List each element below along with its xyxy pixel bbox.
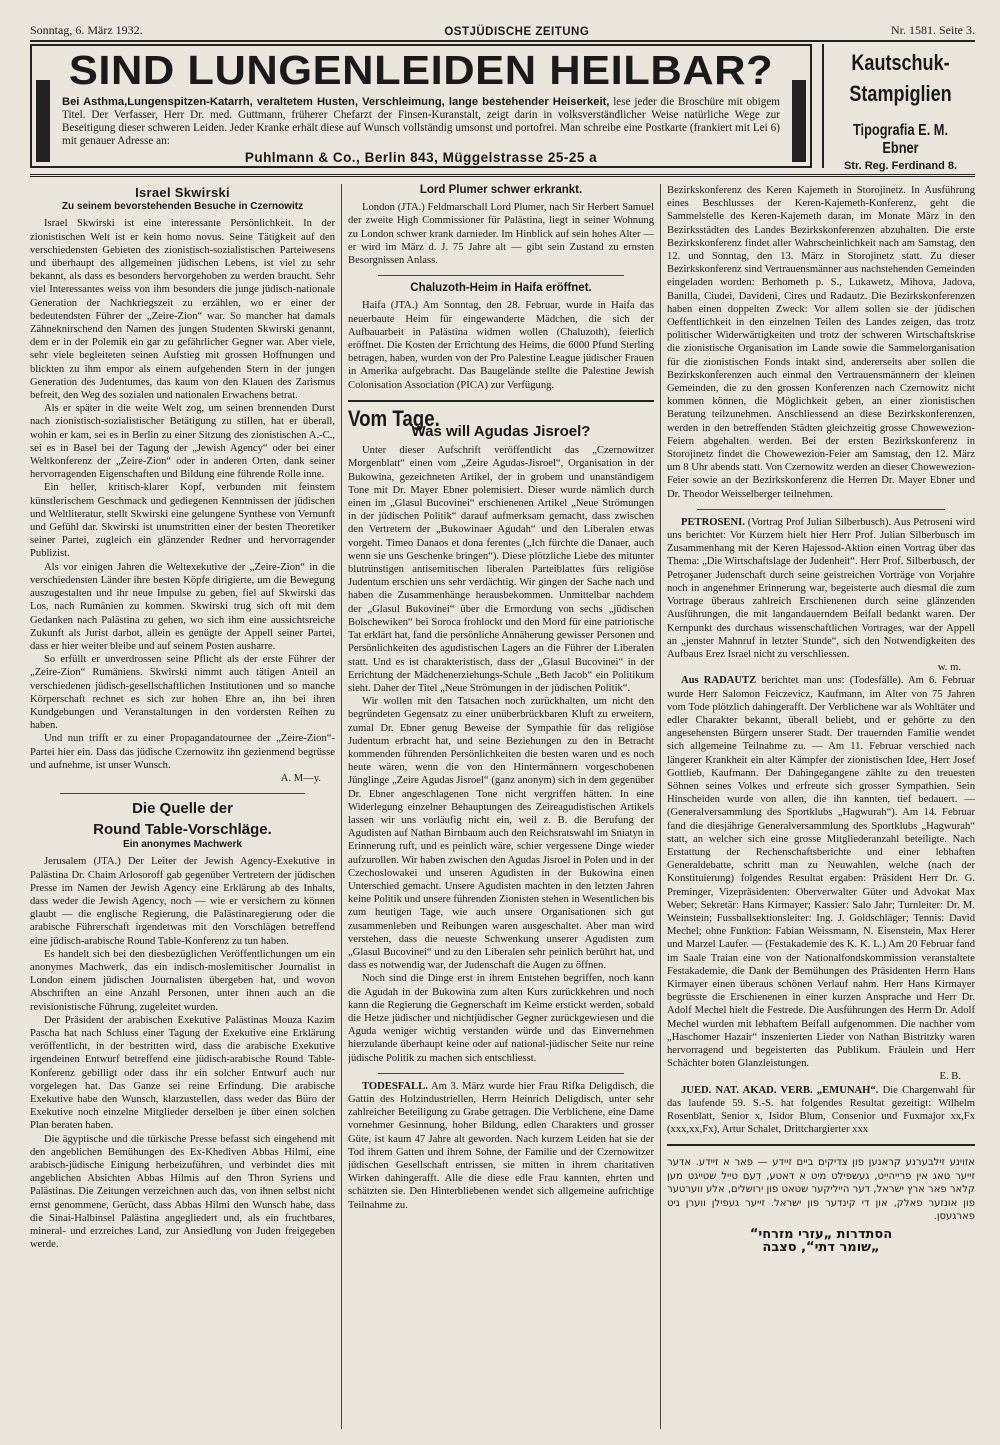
paragraph: Die ägyptische und die türkische Presse befasst sich eingehend mit den angeblichen Bemühungen des Ex-Khediven Abbas Hilmi, eine arabisch-jüdische Einigung herbeizuführen, und verbindet dies mit angeblichen Absichten Abbas Hilmis auf den Thron Syriens und Palästinas. Die Zeitungen verzeichnen auch das, von ihnen selbst nicht ernst genommene, Gerücht, dass Abbas Hilmi den Wunsch habe, dass die Sinai-Halbinsel Palästina angegliedert und, als ein fruchtbares, mineral- und erzreiches Land, zur Ansiedlung von Juden freigegeben werde. bbox=[30, 1133, 335, 1251]
column-divider bbox=[341, 184, 342, 1429]
paragraph-text: Die Chargenwahl für das laufende 59. S.-S. hat folgendes Resultat gezeitigt: Wilhelm Rosenblatt, Senior x, Isidor Blum, Consenior und Fuxmajor xx,Fx (xxx,xx,Fx), Artur Schalet, Drittchargierter xxx bbox=[667, 1084, 975, 1136]
paragraph: So erfüllt er unverdrossen seine Pflicht als der erste Führer der „Zeire-Zion“ Rumäniens. Skwirski nimmt auch tätigen Anteil an verschiedenen jüdisch-gesellschaftlichen Institutionen und so manche Körperschaft rechnet es sich zur hohen Ehre an, ihn bei ihren Kundgebungen und Veranstaltungen in den vordersten Reihen zu haben. bbox=[30, 654, 335, 732]
paragraph bbox=[667, 674, 975, 1070]
paragraph bbox=[667, 1084, 975, 1137]
stamp-advertisement bbox=[822, 44, 977, 172]
ad2-line1: Kautschuk- bbox=[851, 50, 950, 75]
signature: w. m. bbox=[937, 662, 961, 674]
section-title: Vom Tage. bbox=[348, 405, 440, 431]
article-subtitle: Ein anonymes Machwerk bbox=[123, 839, 242, 851]
paragraph: Der Präsident der arabischen Exekutive Palästinas Mouza Kazim Pascha hat nach Schluss einer Tagung der Exekutive eine Erklärung veröffentlicht, in der bestritten wird, dass die arabische Exekutive irgendeinen Entwurf betreffend eine jüdisch-arabische Round Table-Konferenz gebilligt oder dass ihr ein solcher Entwurf auch nur vorgelegen hat. Das Ganze sei reine Erfindung. Die arabische Exekutive habe den Wunsch, klarzustellen, dass weder das Büro der Exekutive noch einzelne Mitglieder derselben je über einen solchen Plan beraten haben. bbox=[30, 1014, 335, 1132]
paragraph-text: berichtet man uns: (Todesfälle). Am 6. Februar wurde Herr Salomon Feiczevicz, Kaufmann, im Alter von 75 Jahren vom Tode plötzlich dahingerafft. Der Verblichene war als Wohltäter und edler Charakter bekannt, überall beliebt, und er gehörte zu den angesehensten Bürgern unserer Stadt. Der trauernden Familie wendet sich allgemeine Teilnahme zu. — Am 11. Februar verschied nach längerer Krankheit ein alter Kämpfer der zionistischen Idee, Herr Josef Gottlieb, Kaufmann. Der Dahingegangene zählte zu den treuesten Söhnen seines Volkes und erfreute sich grosser Sympathien. Sein Hinscheiden wurde von allen, die ihn kannten, tief bedauert. — (Generalversammlung des Sportklubs „Hagwurah“). Am 14. Februar fand die diesjährige Generalversammlung des Sportklubs „Hagwurah“ statt, an welcher sich eine grosse Mitgliederanzahl beteiligte. Nach Erstattung der Rechenschaftsberichte und einer lebhaften Generaldebatte, schritt man zu Neuwahlen, welche (nach der Konstituierung) folgendes Resultat ergaben: Präsident Herr Dr. G. Preminger, Vizepräsidenten: Oberverwalter Güter und Advokat Max Weber; Sekretär: Hans Kirmayer; Kassier: Salo Jahr; Turnleiter: Dr. M. Weinstein; Fussballsektionsleiter: Ing. J. Goldschläger; Tennis: David Mechel; ohne Funktion: Fabian Weissmann, N. Eisenstein, Max Herer und Marzel Laufer. — (Festakademie des K. K. L.) Am 20 Februar fand im Saale Traian eine von der Nationalfondskommission veranstaltete Festakademie, die Dank der Bemühungen des Präsidenten Herrn Hans Kirmayer einen überaus schönen Verlauf nahm. Herr Hans Kirmayer begrüsste die Erschienenen in einer kurzen Ansprache und Herr Dr. Adolf Mechel hielt die Festrede. Die Ausführungen des Herrn Dr. Adolf Mechel wurden mit lebhaftem Beifall aufgenommen. Die nachher vom „Haschomer Hazair“ inszenierten Lieder von Nathan Bistritzky waren hervorragend und begeisterten das Publikum. Fräulein und Herr Schächter boten Glanzleistungen. bbox=[667, 675, 975, 1070]
ad-body bbox=[62, 96, 780, 148]
paragraph: Haifa (JTA.) Am Sonntag, den 28. Februar, wurde in Haifa das neuerbaute Heim für eingewanderte Mädchen, die sich der Aufbauarbeit in Palästina widmen wollen (Chaluzoth), feierlich eröffnet. Die Kosten der Errichtung des Heims, die 6000 Pfund Sterling betragen, haben, wurden von der Pro Palestine League jüdischer Frauen in Amerika aufgebracht. Das Baugelände stellte die Palestine Jewish Colonisation Association (PICA) zur Verfügung. bbox=[348, 300, 654, 391]
paragraph-lead: PETROSENI. bbox=[681, 516, 745, 528]
paragraph: Bezirkskonferenz des Keren Kajemeth in Storojinetz. In Ausführung eines Beschlusses der Keren-Kajemeth-Konferenz, geht die Sammelstelle des Keren-Kajemeth daran, im Monate März in den Bezirksstädten des Landes Bezirkskonferenzen abzuhalten. Die erste Bezirkskonferenz findet aller Wahrscheinlichkeit nach am Samstag, den 12. und Sonntag, den 13. März in Storojinetz statt. Zu dieser Bezirkskonferenz sind Vertrauensmänner aus nachstehenden Gemeinden eingeladen worden: Berhometh p. S., Lukawetz, Mihova, Jadova, Banilla, Ciudei, Davideni, Cires und Radautz. Die Bezirkskonferenzen haben einen doppelten Zweck: Vor allem sollen sie der jüdischen Oeffentlichkeit in den einzelnen Teilen des Landes zeigen, das trotz politischer Widerwärtigkeiten und trotz der schweren Wirtschaftskrise die zionistische Organisation im Lande sowie die Sammelorganisation für die zionistischen Fonds intakt sind, andererseits aber sollen die Bezirkskonferenzen auch einmal den Vertrauensmännern der kleinen Gemeinden, die zu den grossen Konferenzen nach Czernowitz nicht kommen können, die Möglichkeit geben, an einer zionistischen Beratung teilzunehmen. Anschliessend an diese Bezirkskonferenzen, werden in den betreffenden Städten gleichzeitig grosse Chowewezion-Feiern abgehalten werden. Bei der ersten Bezirkskonferenz in Storojinetz findet die Chowewezion-Feier am Samstag, den 12. März um 8 Uhr abends statt. Von Czernowitz werden an dieser Chowewezion-Feier sowie an der Bezirkskonferenz die Herren Dr. Mayer Ebner und Dr. Theodor Weisselberger teilnehmen. bbox=[667, 185, 975, 500]
newspaper-page bbox=[30, 14, 975, 1434]
paragraph-lead: TODESFALL. bbox=[362, 1080, 428, 1092]
paragraph: London (JTA.) Feldmarschall Lord Plumer, nach Sir Herbert Samuel der zweite High Commissioner für Palästina, liegt in seiner Wohnung zu London schwer krank darnieder. Im Hinblick auf sein hohes Alter — er wird im März d. J. 75 Jahre alt — gibt sein Zustand zu ernsten Besorgnissen Anlass. bbox=[348, 202, 654, 267]
divider bbox=[60, 793, 305, 794]
divider bbox=[697, 509, 945, 510]
article-title: Israel Skwirski bbox=[135, 185, 230, 200]
paragraph: Und nun trifft er zu einer Propagandatournee der „Zeire-Zion“-Partei hier ein. Dass das jüdische Czernowitz ihn gezienmend begrüsse und aufnehme, ist unser Wunsch. bbox=[30, 733, 335, 771]
issue-date: Sonntag, 6. März 1932. bbox=[30, 23, 143, 37]
hebrew-text: אזוינע זילבערנע קראנען פון צדיקים ביים זיידע — פאר א זיידע. אדער זייער טאג אין פרייהייט, געשפילט מיט א דאטע, דעם טייל שטייגט מען קלאר פאר ארץ ישראל, דער הייליקער שטאט פון ירושלים, אלע ווערטער פון אונזער פאלק, און די קינדער פון ישראל. זייער געפילן ווערן ניט פארגעסן. bbox=[667, 1157, 975, 1223]
paragraph: Israel Skwirski ist eine interessante Persönlichkeit. In der zionistischen Welt ist er kein homo novus. Seine Tätigkeit auf den verschiedensten Gebieten des zionistisch-sozialistischen Parteiwesens und überhaupt des allgemeinen jüdischen Lebens, ist viel zu sehr bekannt, als dass es besonders hervorgehoben zu werden braucht. Sehr viel Interessantes weiss von ihm besonders die junge jüdisch-nationale Generation der Nachkriegszeit zu erzählen, wo er einer der bedeutendsten Führer der „Zeire-Zion“ war. So mancher hat damals Zähneknirschend den Namen des jungen Studenten Skwirski genannt, dem er in der Polemik ein gar zu gefährlicher Gegner war. Aber viele, sehr viele begleiteten seinen Aufstieg mit grossen Hoffnungen und blickten zu ihm empor als einem aufgehenden Stern in der jungen Generation des Judentumes, das kaum von den Klauen des Zarismus befreit, den Weg des sozialen und nationalen Erwachens betrat. bbox=[30, 218, 335, 402]
article-title: Die Quelle der bbox=[132, 800, 233, 818]
ad-left-bar bbox=[36, 80, 50, 162]
header-rule bbox=[30, 174, 975, 177]
divider bbox=[348, 400, 654, 402]
ad-right-bar bbox=[792, 80, 806, 162]
column-3 bbox=[667, 184, 975, 1434]
signature: E. B. bbox=[939, 1071, 961, 1083]
ad-headline: SIND LUNGENLEIDEN HEILBAR? bbox=[68, 47, 774, 93]
masthead: OSTJÜDISCHE ZEITUNG bbox=[444, 26, 590, 38]
lung-disease-advertisement bbox=[30, 44, 812, 168]
ad-text: lese jeder die Broschüre mit obigem Titel. Der Verfasser, Herr Dr. med. Guttmann, früherer Chefarzt der Finsen-Kuranstalt, zeigt darin in volksverständlicher Weise natürliche Wege zur Beseitigung dieser schweren Leiden. Jeder Kranke erhält diese auf Wunsch vollständig umsonst und portofrei. Man schreibe eine Postkarte (frankiert mit Lei 6) mit genauer Adresse an: bbox=[62, 96, 781, 147]
paragraph: Unter dieser Aufschrift veröffentlicht das „Czernowitzer Morgenblatt“ einen vom „Zeire Agudas-Jisroel“, Organisation in der Bukowina, gezeichneten Artikel, der in grobem und unanständigem Tone mit Dr. Mayer Ebner polemisiert. Dieser wurde nämlich durch einen im „Glasul Bucovinei“ erschienenen Artikel „Neue Strömungen in der jüdischen Politik“ darauf aufmerksam gemacht, dass zwischen den Vertretern der „Bukowinaer Agudah“ und den Liberalen etwas vorgeht. Timeo Danaos et dona ferentes („Ich fürchte die Danaer, auch wenn sie uns Geschenke bringen“). Diese plötzliche Liebe des mitunter blutrünstigen antisemitischen liberalen Parteiblattes fürs religiöse Judentum erschien uns sehr verdächtig. Wir gingen der Sache nach und haben die Zusammenhänge herausbekommen. Unmittelbar nachdem der „Glasul Bukovinei“ über die Ermordung von sechs „jüdischen Bolschewiken“ bei Soroca frohlockt und den Mord für eine patriotische Tat erklärt hat, fand die persönliche Annäherung gewisser Personen und Persönlichkeiten des agudistischen Lagers an die Führer der Liberalen statt. Und es ist charakteristisch, dass der „Glasul Bucovinei“ in der Errichtung der Mädchenerziehungs-Schule „Beth Jacob“ ein Politikum sieht. Daher der Titel „Neue Strömungen in der jüdischen Politik“. bbox=[348, 445, 654, 694]
paragraph-text: (Vortrag Prof Julian Silberbusch). Aus Petroseni wird uns berichtet: Vor Kurzem hielt hier Herr Prof. Julian Silberbusch im Zusammenhang mit der Keren Hajessod-Aktion einen Vortrag über das Thema: „Die Wirtschaftslage der Judenheit“. Herr Prof. Silberbusch, der Petroşaner Judenschaft durch seine geistreichen Vorträge von Vorjahre noch in angenehmer Erinnerung war, begeisterte auch diesmal die zum Vortrage überaus zahlreich Erschienenen durch seine glänzenden Ausführungen, die mit langandauerndem Beifall bedankt waren. Der Kernpunkt des durchaus wissenschaftlichen Vortrages, war der Appell an „jenster Mahnruf in letzter Stunde“, sich den Notwendigkeiten des Aufbaus Erez Israel nicht zu verschliessen. bbox=[667, 516, 975, 660]
paragraph-text: Am 3. März wurde hier Frau Rifka Deligdisch, die Gattin des Holzindustriellen, Herrn Heinrich Deligdisch, unter sehr zahlreicher Beteiligung zu Grabe getragen. Die Verblichene, eine Dame vornehmer Gesinnung, hoher Bildung, edlen Charakters und grosser Güte, ist kaum 47 Jahre alt geworden. Nach kurzem Leiden hat sie der Tod ihrem Gatten und ihrem Sohne, der Familie und der Czernowitzer jüdischen Gesellschaft entrissen, sie mitten in ihrem charitativen Wirken dahingerafft. Alle die diese edle Frau kannten, ehrten und schätzten sie. Den Hinterbliebenen wendet sich allgemeine aufrichtige Teilnahme zu. bbox=[348, 1080, 654, 1211]
ad-lead: Bei Asthma,Lungenspitzen-Katarrh, veraltetem Husten, Verschleimung, lange bestehender Heiserkeit, bbox=[62, 96, 610, 108]
article-title: Was will Agudas Jisroel? bbox=[411, 423, 591, 441]
paragraph: Noch sind die Dinge erst in ihrem Entstehen begriffen, noch kann die Agudah in der Bukowina zum alten Kurs zurückkehren und noch kann die Regierung die Gegnerschaft im Keime erstickt werden, sobald die Hetze jüdischer und nichtjüdischer Gegner zurückgewiesen und die Aguda weniger wichtig verstanden würde und das Einvernehmen hierzulande überhaupt keine oder auf national-jüdischer Seite nur reine jüdische Politik zu machen sich entschliesst. bbox=[348, 973, 654, 1064]
column-2 bbox=[348, 184, 654, 1434]
paragraph-lead: Aus RADAUTZ bbox=[681, 675, 757, 687]
ad2-street: Str. Reg. Ferdinand 8. bbox=[843, 160, 958, 172]
hebrew-heading: הסתדרות „עזרי מזרחי“ bbox=[749, 1226, 893, 1242]
paragraph bbox=[667, 516, 975, 661]
article-title: Chaluzoth-Heim in Haifa eröffnet. bbox=[410, 282, 592, 295]
signature: A. M—y. bbox=[280, 772, 321, 784]
hebrew-heading: „שומר דתי“, סצבה bbox=[762, 1240, 880, 1256]
article-title: Round Table-Vorschläge. bbox=[93, 821, 272, 839]
paragraph: Wir wollen mit den Tatsachen noch zurückhalten, um nicht den begründeten Gegensatz zu einer unüberbrückbaren Kluft zu erweitern, zumal Dr. Ebner genug Beweise der Sympathie für das religiöse Judentum erbracht hat, und seine Beziehungen zu den in Betracht kommenden führenden Persönlichkeiten die besten waren und es noch heute wären, wenn die von den Hintermännern vorgeschobenen Jünglinge „Zeire Agudas Jisroel“ (ganz anonym) sich in dem gegenüber Dr. Ebner angeschlagenen Tone nicht vergriffen hätten. In eine Widerlegung einzelner Behauptungen des Zeireagudistischen Artikels lassen wir uns vorläufig nicht ein, weil z. B. die Berufung der Agudisten auf Nathan Birnbaum auch den Reichsratswahl im Sniatyn in Erinnerung ruft, und es peinlich wäre, schier vergessene Dinge wieder aufzurollen. Wir haben zwischen den Agudas Jisroel in Polen und in der Czechoslowakei und unseren Agudisten in der Bukowina einen Unterschied gemacht. Unsere Agudisten machten in den letzten Jahren keine Politik und unsere führenden Zionisten stehen in Wesentlichen bis zum heutigen Tage, wie auch unsere Organisationen sich gut zusammenleben und Reibungen waren ausgeschaltet. Aber man wird verstehen, dass die neueste Schwenkung unserer Agudisten zum „Glasul Bucovinei“ und zu den Liberalen sehr peinlich berührt hat, und dass es notwendig war, der Judenschaft die Augen zu öffnen. bbox=[348, 696, 654, 972]
page-header bbox=[30, 14, 975, 42]
paragraph: Es handelt sich bei den diesbezüglichen Veröffentlichungen um ein anonymes Machwerk, das ein indisch-moslemitischer Journalist in London einem jüdischen Journalisten übergeben hat, und wovon Abschriften an eine Anzahl Personen, unter ihnen auch an die revisionistische Führung, zugeleitet wurden. bbox=[30, 948, 335, 1013]
column-1 bbox=[30, 184, 335, 1434]
paragraph: Als vor einigen Jahren die Weltexekutive der „Zeire-Zion“ in die verschiedensten Länder ihre besten Köpfe dirigierte, um die Bewegung auszugestalten und ihr neue Impulse zu geben, fiel auf Skwirski das Los, nach Rumänien zu kommen. Skwirski trug sich oft mit dem Gedanken nach Palästina zu gehen, wo sich ihm eine aussichtsreiche Zukunft als Jurist darbot, allein es genügte der Appell seiner Partei, dass er hier weiter bleibe und auf seinem Posten ausharre. bbox=[30, 561, 335, 652]
paragraph: Ein heller, kritisch-klarer Kopf, verbunden mit feinstem künstlerischem Geschmack und gediegenen Kenntnissen der jüdischen und Weltliteratur, stellt Skwirski eine gelungene Synthese von Vernunft und Gefühl dar. Skwirski ist unumstritten einer der besten Theoretiker seiner Partei, zugleich ein glänzender Redner und hervorragender Publizist. bbox=[30, 482, 335, 560]
divider bbox=[378, 275, 624, 276]
column-divider bbox=[660, 184, 661, 1429]
hebrew-notice bbox=[667, 1156, 975, 1255]
divider bbox=[378, 1073, 624, 1074]
paragraph-lead: JUED. NAT. AKAD. VERB. „EMUNAH“. bbox=[681, 1084, 879, 1096]
ad2-line2: Stampiglien bbox=[849, 81, 952, 106]
ad-address: Puhlmann & Co., Berlin 843, Müggelstrasse 25-25 a bbox=[244, 150, 598, 165]
paragraph: Als er später in die weite Welt zog, um seinen brennenden Durst nach zionistisch-sozialistischer Betätigung zu stillen, hat er überall, wohin er kam, sei es in Berlin zu einer Sitzung des zionistischen A.-C., sei es in Basel bei der Tagung der „Jewish Agency“ oder bei einer Weltkonferenz der „Zeire-Zion“ oder in anderen Orten, dank seiner hervorragenden Eigenschaften und Bildung eine führende Rolle inne. bbox=[30, 403, 335, 481]
divider bbox=[667, 1144, 975, 1146]
issue-number: Nr. 1581. Seite 3. bbox=[891, 23, 975, 37]
paragraph bbox=[348, 1080, 654, 1212]
article-subtitle: Zu seinem bevorstehenden Besuche in Czernowitz bbox=[61, 201, 304, 213]
article-title: Lord Plumer schwer erkrankt. bbox=[419, 184, 583, 196]
paragraph: Jerusalem (JTA.) Der Leiter der Jewish Agency-Exekutive in Palästina Dr. Chaim Arlosoroff gab gegenüber Vertretern der jüdischen Presse im Namen der Jewish Agency eine Erklärung ab des Inhalts, dass weder die Jewish Agency, noch — wie er versichern zu können glaubt — die englische Regierung, die Palästinaregierung oder die arabische Führerschaft irgendetwas mit den Vorschlägen betreffend eine jüdisch-arabische Round Table-Konferenz zu tun haben. bbox=[30, 856, 335, 947]
ad2-firm: Tipografia E. M. Ebner bbox=[852, 122, 949, 157]
